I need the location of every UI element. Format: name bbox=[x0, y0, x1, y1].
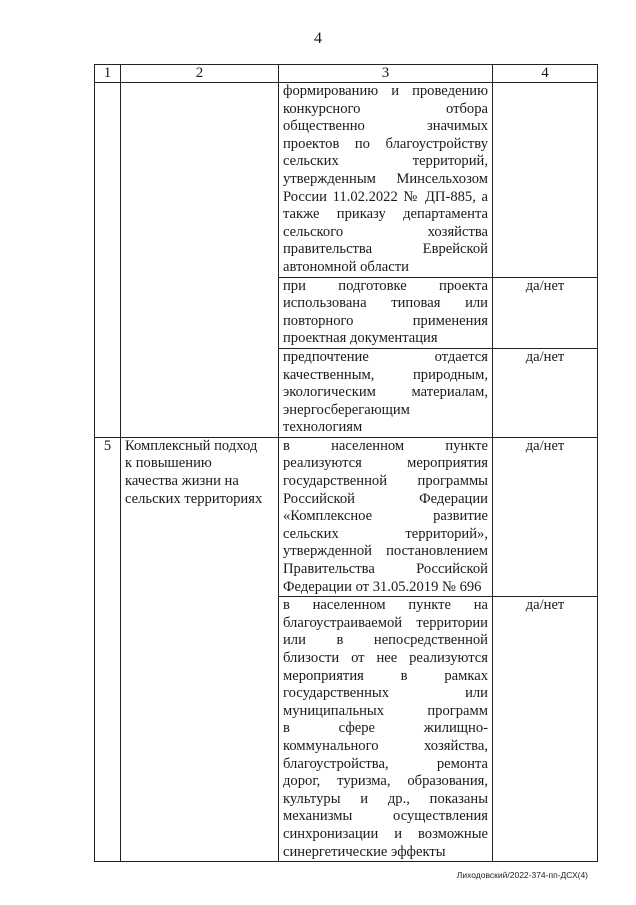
indicator-line: близости от нее реализуются bbox=[283, 650, 488, 666]
page-number: 4 bbox=[314, 30, 322, 47]
score-cell: да/нет bbox=[493, 597, 598, 862]
indicator-cell bbox=[279, 437, 493, 596]
indicator-line: России 11.02.2022 № ДП-885, а bbox=[283, 188, 488, 205]
indicator-line: утвержденным Минсельхозом bbox=[283, 170, 488, 187]
indicator-cell bbox=[279, 348, 493, 437]
document-footer-code: Лиходовский/2022-374-пп-ДСХ(4) bbox=[456, 870, 588, 880]
indicator-line: энергосберегающим bbox=[283, 401, 410, 418]
indicator-line: технологиям bbox=[283, 419, 363, 436]
indicator-line: муниципальных программ bbox=[283, 702, 488, 719]
indicator-line: правительства Еврейской bbox=[283, 241, 488, 258]
indicator-line: Правительства Российской bbox=[283, 561, 488, 578]
indicator-cell bbox=[279, 597, 493, 862]
indicator-line: проектов по благоустройству bbox=[283, 135, 488, 152]
table-header-row bbox=[95, 65, 598, 83]
criterion-line: сельских территориях bbox=[125, 490, 263, 507]
indicator-line: автономной области bbox=[283, 258, 409, 275]
indicator-line: культуры и др., показаны bbox=[283, 790, 488, 807]
indicator-line: механизмы осуществления bbox=[283, 808, 488, 825]
indicator-line: утвержденной постановлением bbox=[283, 543, 488, 560]
indicator-line: Федерации от 31.05.2019 № 696 bbox=[283, 578, 482, 595]
indicator-line: сельского хозяйства bbox=[283, 223, 488, 240]
criterion-line: Комплексный подход bbox=[125, 437, 258, 454]
indicator-line: повторного применения bbox=[283, 312, 488, 329]
indicator-line: сельских территорий, bbox=[283, 153, 488, 170]
score-cell: да/нет bbox=[493, 277, 598, 348]
indicator-line: «Комплексное развитие bbox=[283, 508, 488, 525]
header-col-2: 2 bbox=[121, 65, 279, 83]
row-number: 5 bbox=[95, 437, 121, 861]
criterion-cell bbox=[121, 437, 279, 861]
indicator-line: при подготовке проекта bbox=[283, 277, 488, 294]
criterion-line: к повышению bbox=[125, 455, 212, 472]
indicator-line: синергетические эффекты bbox=[283, 843, 446, 860]
header-col-3: 3 bbox=[279, 65, 493, 83]
indicator-line: государственной программы bbox=[283, 473, 488, 490]
indicator-line: проектная документация bbox=[283, 330, 438, 347]
indicator-line: экологическим материалам, bbox=[283, 384, 488, 401]
indicator-line: в сфере жилищно- bbox=[283, 720, 488, 737]
indicator-line: Российской Федерации bbox=[283, 490, 488, 507]
indicator-line: сельских территорий», bbox=[283, 525, 488, 542]
header-col-4: 4 bbox=[493, 65, 598, 83]
criterion-line: качества жизни на bbox=[125, 473, 239, 490]
table-row bbox=[95, 437, 598, 596]
indicator-line: общественно значимых bbox=[283, 118, 488, 135]
indicator-cell bbox=[279, 83, 493, 278]
score-cell: да/нет bbox=[493, 437, 598, 596]
indicator-line: также приказу департамента bbox=[283, 206, 488, 223]
indicator-line: мероприятия в рамках bbox=[283, 667, 488, 684]
indicator-line: коммунального хозяйства, bbox=[283, 737, 488, 754]
indicator-line: в населенном пункте bbox=[283, 437, 488, 454]
indicator-line: конкурсного отбора bbox=[283, 100, 488, 117]
indicator-line: формированию и проведению bbox=[283, 83, 488, 99]
indicator-cell bbox=[279, 277, 493, 348]
indicator-line: качественным, природным, bbox=[283, 366, 488, 383]
indicator-line: предпочтение отдается bbox=[283, 348, 488, 365]
indicator-line: или в непосредственной bbox=[283, 632, 488, 649]
indicator-line: благоустройства, ремонта bbox=[283, 755, 488, 772]
table-body bbox=[95, 83, 598, 862]
criterion-cell bbox=[121, 83, 279, 438]
indicator-line: реализуются мероприятия bbox=[283, 455, 488, 472]
indicator-line: в населенном пункте на bbox=[283, 597, 488, 614]
indicator-line: государственных или bbox=[283, 685, 488, 702]
score-cell: да/нет bbox=[493, 348, 598, 437]
indicator-line: синхронизации и возможные bbox=[283, 825, 488, 842]
indicator-line: использована типовая или bbox=[283, 295, 488, 312]
score-cell bbox=[493, 83, 598, 278]
header-col-1: 1 bbox=[95, 65, 121, 83]
criteria-table bbox=[94, 64, 598, 862]
indicator-line: дорог, туризма, образования, bbox=[283, 773, 488, 790]
row-number bbox=[95, 83, 121, 438]
indicator-line: благоустраиваемой территории bbox=[283, 614, 488, 631]
table-row bbox=[95, 83, 598, 278]
